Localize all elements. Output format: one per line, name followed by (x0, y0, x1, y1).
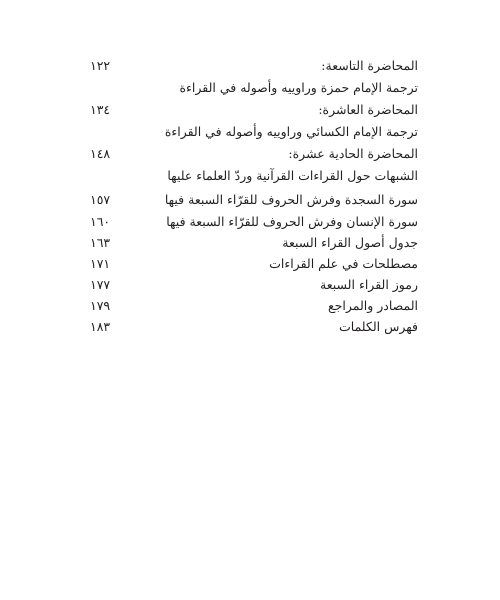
toc-entry-page: ١٦٠ (90, 214, 111, 229)
toc-entry-page: ١٧٧ (90, 277, 111, 292)
toc-entry-page: ١٤٨ (90, 146, 111, 161)
toc-entry-title: المصادر والمراجع (327, 298, 418, 313)
toc-entry-title: سورة الإنسان وفرش الحروف للقرّاء السبعة فيها (166, 214, 418, 229)
toc-entry-title: المحاضرة التاسعة: (321, 58, 418, 73)
toc-entry-page: ١٥٧ (90, 192, 111, 207)
toc-entry-lecture-11-subtitle (90, 166, 418, 186)
toc-entry-title: ترجمة الإمام حمزة وراوييه وأصوله في القراءة (179, 80, 418, 95)
toc-entry-word-index (90, 317, 418, 337)
toc-entry-lecture-10-subtitle (90, 122, 418, 142)
toc-entry-lecture-11 (90, 144, 418, 164)
toc-entry-title: المحاضرة العاشرة: (318, 102, 418, 117)
toc-entry-title: سورة السجدة وفرش الحروف للقرّاء السبعة فيها (164, 192, 418, 207)
toc-entry-title: ترجمة الإمام الكسائي وراوييه وأصوله في القراءة (164, 124, 418, 139)
toc-entry-title: مصطلحات في علم القراءات (269, 256, 418, 271)
toc-entry-surat-al-insan (90, 212, 418, 232)
toc-entry-reader-symbols (90, 275, 418, 295)
toc-entry-page: ١٧١ (90, 256, 111, 271)
toc-entry-surat-al-sajda (90, 190, 418, 210)
toc-entry-terminology (90, 254, 418, 274)
toc-entry-title: رموز القراء السبعة (320, 277, 418, 292)
toc-entry-references (90, 296, 418, 316)
toc-entry-page: ١٢٢ (90, 58, 111, 73)
toc-entry-readers-table (90, 233, 418, 253)
toc-entry-page: ١٧٩ (90, 298, 111, 313)
toc-entry-title: جدول أصول القراء السبعة (282, 235, 418, 250)
toc-entry-lecture-9-subtitle (90, 78, 418, 98)
toc-entry-title: المحاضرة الحادية عشرة: (288, 146, 418, 161)
toc-entry-title: فهرس الكلمات (339, 319, 418, 334)
toc-entry-page: ١٣٤ (90, 102, 111, 117)
toc-entry-page: ١٦٣ (90, 235, 111, 250)
toc-entry-title: الشبهات حول القراءات القرآنية وردّ العلماء عليها (167, 168, 418, 183)
toc-entry-lecture-10 (90, 100, 418, 120)
toc-entry-lecture-9 (90, 56, 418, 76)
toc-entry-page: ١٨٣ (90, 319, 111, 334)
